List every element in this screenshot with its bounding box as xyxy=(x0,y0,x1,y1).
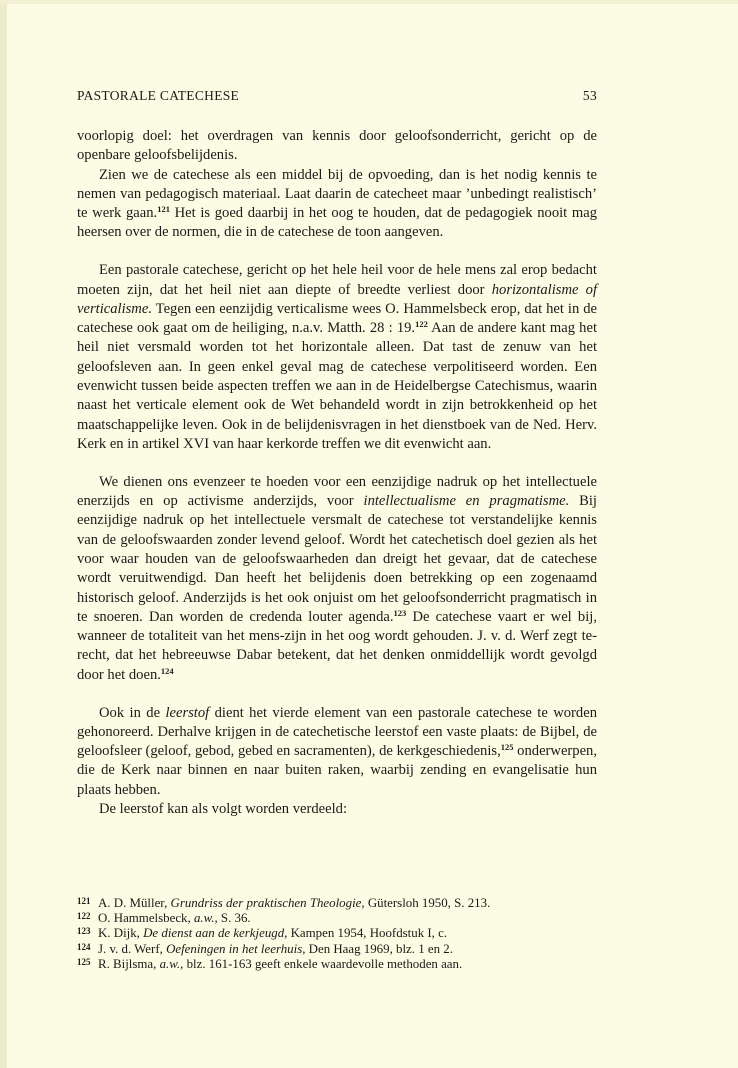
text-run: dient het vierde element van een pastorale catechese te worden gehonoreerd. Derhalve krijgen in de catechetische leerstof een vaste plaats: de Bijbel, de geloofsleer (geloof, gebod, gebed en sacramenten), de kerkgeschiedenis, xyxy=(77,704,597,760)
text-run: Ook in de xyxy=(99,704,166,721)
paragraph xyxy=(77,127,597,166)
italic-text: intellectualisme en pragmatisme. xyxy=(363,493,570,510)
footnote-number: 122 xyxy=(77,911,91,922)
footnote xyxy=(77,896,597,911)
footnote-ref: 123 xyxy=(393,607,407,618)
footnote-text xyxy=(98,911,597,926)
footnote-ref: 122 xyxy=(415,319,428,330)
text-run: blz. 161-163 geeft enkele waardevolle methoden aan. xyxy=(183,956,463,971)
italic-text: De dienst aan de kerkjeugd, xyxy=(143,926,288,941)
text-run: Den Haag 1969, blz. 1 en 2. xyxy=(305,941,453,956)
paragraph xyxy=(77,166,597,243)
text-run: J. v. d. Werf, xyxy=(98,941,167,956)
text-run: Kampen 1954, Hoofdstuk I, c. xyxy=(287,926,448,941)
italic-text: a.w., xyxy=(193,911,218,926)
footnote xyxy=(77,926,597,941)
text-run: K. Dijk, xyxy=(98,926,144,941)
text-run: De leerstof kan als volgt worden verdeeld: xyxy=(99,801,348,817)
paragraph xyxy=(77,800,597,819)
footnote-number: 124 xyxy=(77,941,91,952)
text-run: voorlopig doel: het overdragen van kennis door geloofsonderricht, gericht op de openbare geloofsbelijdenis. xyxy=(77,128,597,164)
italic-text: leerstof xyxy=(165,704,210,721)
paragraph xyxy=(77,261,597,454)
italic-text: Oefeningen in het leerhuis, xyxy=(166,941,306,956)
italic-text: horizontalisme of verticalisme. xyxy=(77,281,598,317)
italic-text: Grundriss der praktischen Theologie, xyxy=(170,896,365,910)
footnote-ref: 125 xyxy=(500,742,514,753)
text-run: Gütersloh 1950, S. 213. xyxy=(364,896,491,910)
text-run: Het is goed daarbij in het oog te houden, dat de pedagogiek nooit mag heersen over de normen, die in de catechese de toon aangeven. xyxy=(77,205,598,241)
footnote-ref: 121 xyxy=(157,204,170,215)
footnote-ref: 124 xyxy=(160,665,174,676)
footnote xyxy=(77,911,597,926)
text-run: S. 36. xyxy=(217,911,251,926)
body-text xyxy=(77,127,597,819)
book-page xyxy=(77,88,597,819)
text-run: O. Hammelsbeck, xyxy=(98,911,194,926)
page-number: 53 xyxy=(582,88,597,103)
text-run: onderwerpen, die de Kerk naar binnen en naar buiten raken, waarbij zending en evangelisatie hun plaats hebben. xyxy=(77,743,597,798)
text-run: Bij eenzijdige nadruk op het intellectuele versmalt de catechese tot verstandelijke kennis van de geloofswaarden zonder levend geloof. Wordt het catechetisch doel gezien als het voor waar houden van de geloofswaarheden dan dreigt het gevaar, dat de catechese wordt veruitwendigd. Dan heeft het belijdenis doen betrekking op een zogenaamd historisch geloof. Anderzijds is het ook onjuist om het geloofsonderricht pragmatisch in te snoeren. Dan worden de credenda louter agenda. xyxy=(77,493,597,625)
text-run: De catechese vaart er wel bij, wanneer de totaliteit van het mens-zijn in het oog wordt gehouden. J. v. d. Werf zegt terecht, dat het hebreeuwse Dabar betekent, dat het denken onmiddellijk wordt gevolgd door het doen. xyxy=(77,608,597,683)
footnote-text xyxy=(98,942,597,957)
footnote-text xyxy=(98,926,597,941)
footnote xyxy=(77,957,597,972)
text-run: Zien we de catechese als een middel bij de opvoeding, dan is het nodig kennis te nemen van pedagogisch materiaal. Laat daarin de catecheet maar ’unbedingt realistisch’ te werk gaan. xyxy=(77,166,597,222)
paragraph xyxy=(77,473,597,685)
footnote-number: 121 xyxy=(77,896,91,906)
text-run: We dienen ons evenzeer te hoeden voor een eenzijdige nadruk op het intellectuele enerzijds en op activisme anderzijds, voor xyxy=(77,473,597,510)
paragraph xyxy=(77,704,597,800)
text-run: R. Bijlsma, xyxy=(98,956,160,971)
footnote xyxy=(77,942,597,957)
running-head xyxy=(77,88,597,104)
footnotes xyxy=(77,896,597,972)
text-run: A. D. Müller, xyxy=(98,896,171,910)
running-title: PASTORALE CATECHESE xyxy=(77,88,240,103)
text-run: Tegen een eenzijdig verticalisme wees O. Hammelsbeck erop, dat het in de catechese ook gaat om de heiliging, n.a.v. Matth. 28 : 19. xyxy=(77,300,597,337)
footnote-text xyxy=(98,957,597,972)
scan-edge-top xyxy=(0,0,738,4)
text-run: Aan de andere kant mag het heil niet versmald worden tot het horizontale alleen. Dat tast de zenuw van het geloofsleven aan. In geen enkel geval mag de catechese verpolitiseerd worden. Een evenwicht tussen beide aspecten treffen we aan in de Heidelbergse Catechismus, waarin naast het verticale element ook de Wet behandeld wordt in zijn betrokkenheid op het maatschappelijke leven. Ook in de belijdenisvragen in het dienstboek van de Ned. Herv. Kerk en in artikel XVI van haar kerkorde treffen we dit evenwicht aan. xyxy=(77,320,598,452)
italic-text: a.w., xyxy=(159,956,184,971)
scan-edge xyxy=(0,0,7,1068)
footnote-number: 125 xyxy=(77,956,91,967)
footnote-number: 123 xyxy=(77,926,91,937)
footnote-text xyxy=(98,896,597,911)
text-run: Een pastorale catechese, gericht op het hele heil voor de hele mens zal erop bedacht moeten zijn, dat het heil niet aan diepte of breedte verliest door xyxy=(77,262,597,298)
